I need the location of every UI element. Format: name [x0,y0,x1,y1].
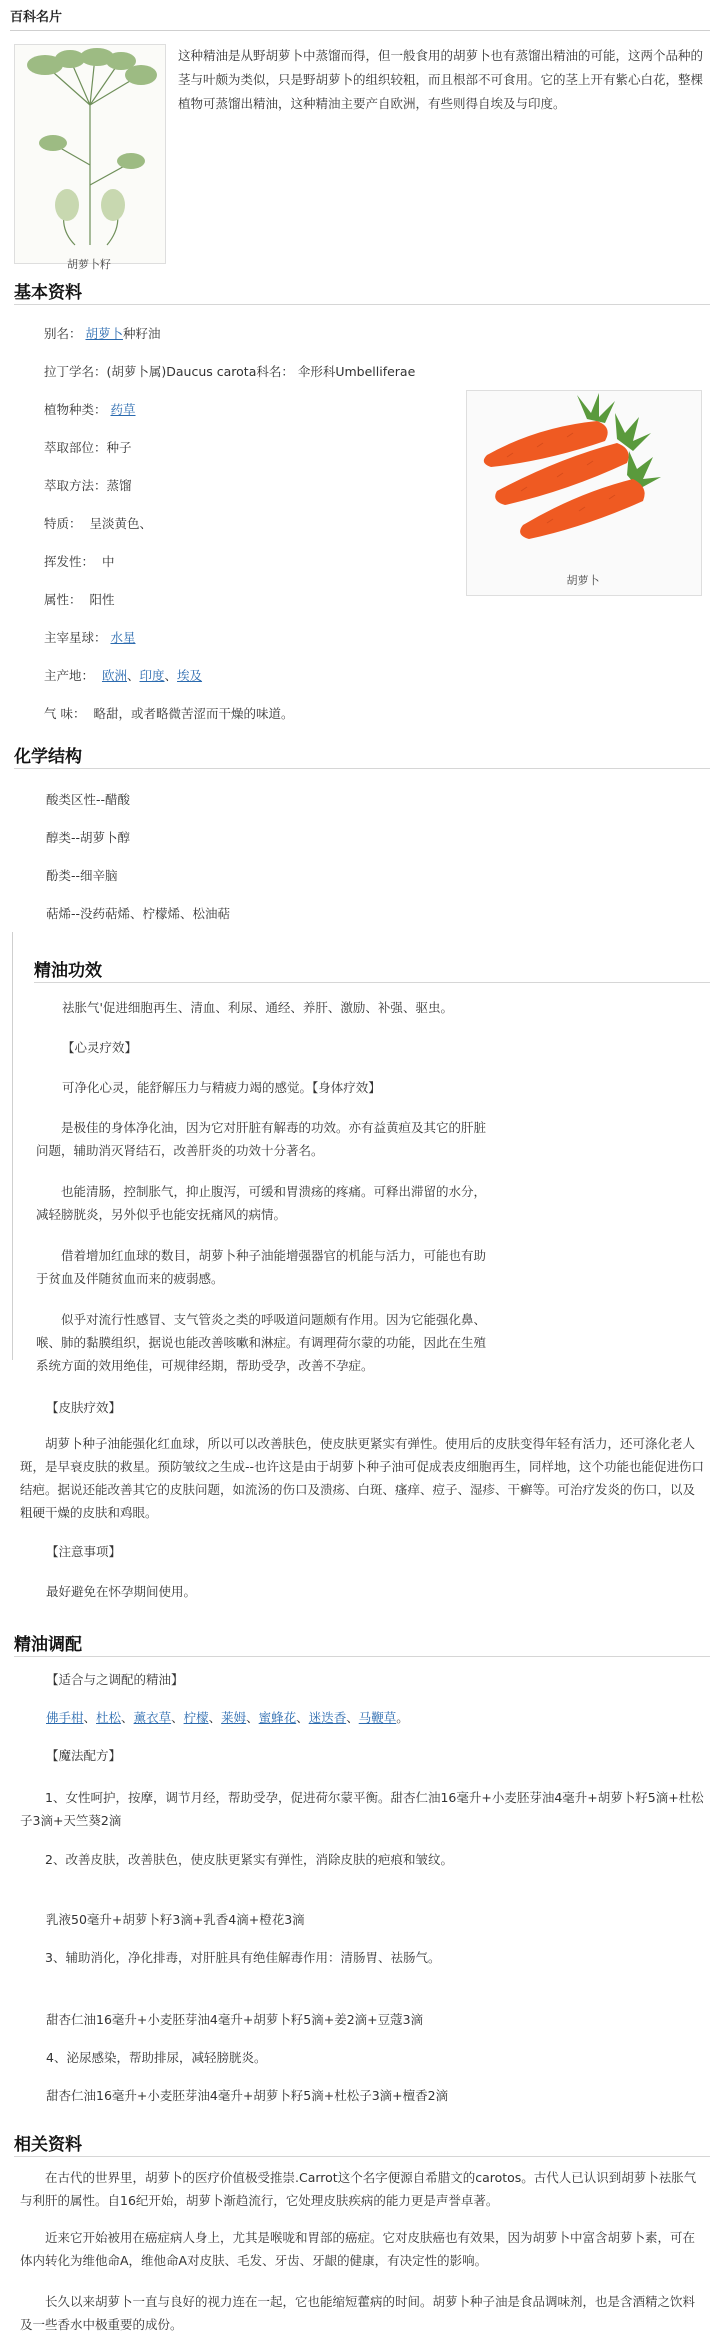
tag-recipes: 【魔法配方】 [46,1748,122,1763]
related-paragraph: 在古代的世界里，胡萝卜的医疗价值极受推崇.Carrot这个名字便源自希腊文的carotos。古代人已认识到胡萝卜祛胀气与利肝的属性。自16纪开始，胡萝卜渐趋流行，它处理皮肤疾病的能力更是声誉卓著。 [20,2170,697,2208]
effects-left-border [12,932,13,1360]
seed-plant-image[interactable] [14,44,166,264]
link-oil[interactable]: 迷迭香 [308,1710,347,1725]
link-oil[interactable]: 蜜蜂花 [258,1710,297,1725]
chem-item: 萜烯--没药萜烯、柠檬烯、松油萜 [46,906,231,921]
recipe-1: 1、女性呵护，按摩，调节月经，帮助受孕，促进荷尔蒙平衡。甜杏仁油16毫升+小麦胚芽油4毫升+胡萝卜籽5滴+杜松子3滴+天竺葵2滴 [20,1790,704,1828]
notes-text: 最好避免在怀孕期间使用。 [46,1584,197,1599]
recipe-4-formula: 甜杏仁油16毫升+小麦胚芽油4毫升+胡萝卜籽5滴+杜松子3滴+檀香2滴 [46,2088,449,2103]
heading-basic: 基本资料 [14,283,82,303]
chem-item: 酸类区性--醋酸 [46,792,131,807]
link-oil[interactable]: 马鞭草 [358,1710,397,1725]
field-latin: 拉丁学名：(胡萝卜属)Daucus carota科名： 伞形科Umbelliferae [44,364,416,379]
link-oil[interactable]: 杜松 [96,1710,122,1725]
link-europe[interactable]: 欧洲 [101,668,127,683]
tag-notes: 【注意事项】 [46,1544,122,1559]
field-smell: 气 味： 略甜，或者略微苦涩而干燥的味道。 [44,706,294,721]
mind-text: 可净化心灵，能舒解压力与精疲力竭的感觉。【身体疗效】 [62,1080,381,1095]
divider [14,768,710,769]
link-oil[interactable]: 柠檬 [183,1710,209,1725]
effects-paragraph: 也能清肠，控制胀气，抑止腹泻，可缓和胃溃疡的疼痛。可释出滞留的水分，减轻膀胱炎，另外似乎也能安抚痛风的病情。 [36,1184,487,1222]
intro-paragraph: 这种精油是从野胡萝卜中蒸馏而得，但一般食用的胡萝卜也有蒸馏出精油的可能，这两个品种的茎与叶颇为类似，只是野胡萝卜的组织较粗，而且根部不可食用。它的茎上开有紫心白花，整棵植物可蒸馏出精油，这种精油主要产自欧洲，有些则得自埃及与印度。 [178,48,704,111]
divider [14,2156,710,2157]
recipe-2-formula: 乳液50毫升+胡萝卜籽3滴+乳香4滴+橙花3滴 [46,1912,305,1927]
field-trait: 特质： 呈淡黄色、 [44,516,152,531]
recipe-3-formula: 甜杏仁油16毫升+小麦胚芽油4毫升+胡萝卜籽5滴+姜2滴+豆蔻3滴 [46,2012,424,2027]
link-india[interactable]: 印度 [139,668,165,683]
skin-text: 胡萝卜种子油能强化红血球，所以可以改善肤色，使皮肤更紧实有弹性。使用后的皮肤变得年轻有活力，还可涤化老人斑，是早衰皮肤的救星。预防皱纹之生成--也许这是由于胡萝卜种子油可促成表皮细胞再生，同样地，这个功能也能促进伤口结疤。据说还能改善其它的皮肤问题，如流汤的伤口及溃疡、白斑、瘙痒、痘子、湿疹、干癣等。可治疗发炎的伤口，以及粗硬干燥的皮肤和鸡眼。 [20,1436,705,1520]
link-oil[interactable]: 薰衣草 [133,1710,172,1725]
link-egypt[interactable]: 埃及 [177,668,203,683]
field-alias: 别名： 胡萝卜种籽油 [44,326,161,341]
section-title-card: 百科名片 [10,10,63,25]
effects-summary: 祛胀气'促进细胞再生、清血、利尿、通经、养肝、激励、补强、驱虫。 [62,1000,453,1015]
link-oil[interactable]: 莱姆 [221,1710,247,1725]
recipe-3: 3、辅助消化，净化排毒，对肝脏具有绝佳解毒作用：清肠胃、祛肠气。 [45,1950,441,1965]
field-planet: 主宰星球： 水星 [44,630,136,645]
related-paragraph: 近来它开始被用在癌症病人身上，尤其是喉咙和胃部的癌症。它对皮肤癌也有效果，因为胡萝卜中富含胡萝卜素，可在体内转化为维他命A，维他命A对皮肤、毛发、牙齿、牙龈的健康，有决定性的影响。 [20,2230,696,2268]
recipe-4: 4、泌尿感染，帮助排尿，减轻膀胱炎。 [46,2050,267,2065]
suitable-oils: 佛手柑、杜松、薰衣草、柠檬、莱姆、蜜蜂花、迷迭香、马鞭草。 [46,1710,409,1725]
recipe-2: 2、改善皮肤，改善肤色，使皮肤更紧实有弹性，消除皮肤的疤痕和皱纹。 [45,1852,453,1867]
divider [14,1656,710,1657]
field-category: 植物种类： 药草 [44,402,136,417]
link-carrot[interactable]: 胡萝卜 [85,326,124,341]
effects-paragraph: 是极佳的身体净化油，因为它对肝脏有解毒的功效。亦有益黄疸及其它的肝脏问题，辅助消灭肾结石，改善肝炎的功效十分著名。 [36,1120,487,1158]
link-mercury[interactable]: 水星 [110,630,136,645]
tag-suitable: 【适合与之调配的精油】 [46,1672,184,1687]
tag-mind: 【心灵疗效】 [62,1040,138,1055]
link-oil[interactable]: 佛手柑 [46,1710,84,1725]
heading-related: 相关资料 [14,2135,82,2155]
carrot-image[interactable] [466,390,702,596]
heading-effects: 精油功效 [34,961,102,981]
carrot-image-caption: 胡萝卜 [566,574,600,587]
divider [14,304,710,305]
field-volatility: 挥发性： 中 [44,554,115,569]
chem-item: 酚类--细辛脑 [46,868,118,883]
heading-chemistry: 化学结构 [14,747,82,767]
tag-skin: 【皮肤疗效】 [46,1400,122,1415]
effects-paragraph: 借着增加红血球的数目，胡萝卜种子油能增强器官的机能与活力，可能也有助于贫血及伴随贫血而来的疲弱感。 [36,1248,487,1286]
effects-paragraph: 似乎对流行性感冒、支气管炎之类的呼吸道问题颇有作用。因为它能强化鼻、喉、肺的黏膜组织，据说也能改善咳嗽和淋症。有调理荷尔蒙的功能，因此在生殖系统方面的效用绝佳，可规律经期，帮助受孕，改善不孕症。 [36,1312,487,1373]
heading-blend: 精油调配 [14,1635,82,1655]
divider [34,982,710,983]
related-paragraph: 长久以来胡萝卜一直与良好的视力连在一起，它也能缩短藿病的时间。胡萝卜种子油是食品调味剂，也是含酒精之饮料及一些香水中极重要的成份。 [20,2294,696,2332]
divider [10,30,710,31]
field-nature: 属性： 阳性 [44,592,115,607]
chem-item: 醇类--胡萝卜醇 [46,830,131,845]
field-part: 萃取部位：种子 [44,440,132,455]
seed-image-caption: 胡萝卜籽 [67,258,111,271]
link-herb[interactable]: 药草 [110,402,136,417]
field-origin: 主产地： 欧洲、印度、埃及 [44,668,203,683]
field-method: 萃取方法：蒸馏 [44,478,132,493]
